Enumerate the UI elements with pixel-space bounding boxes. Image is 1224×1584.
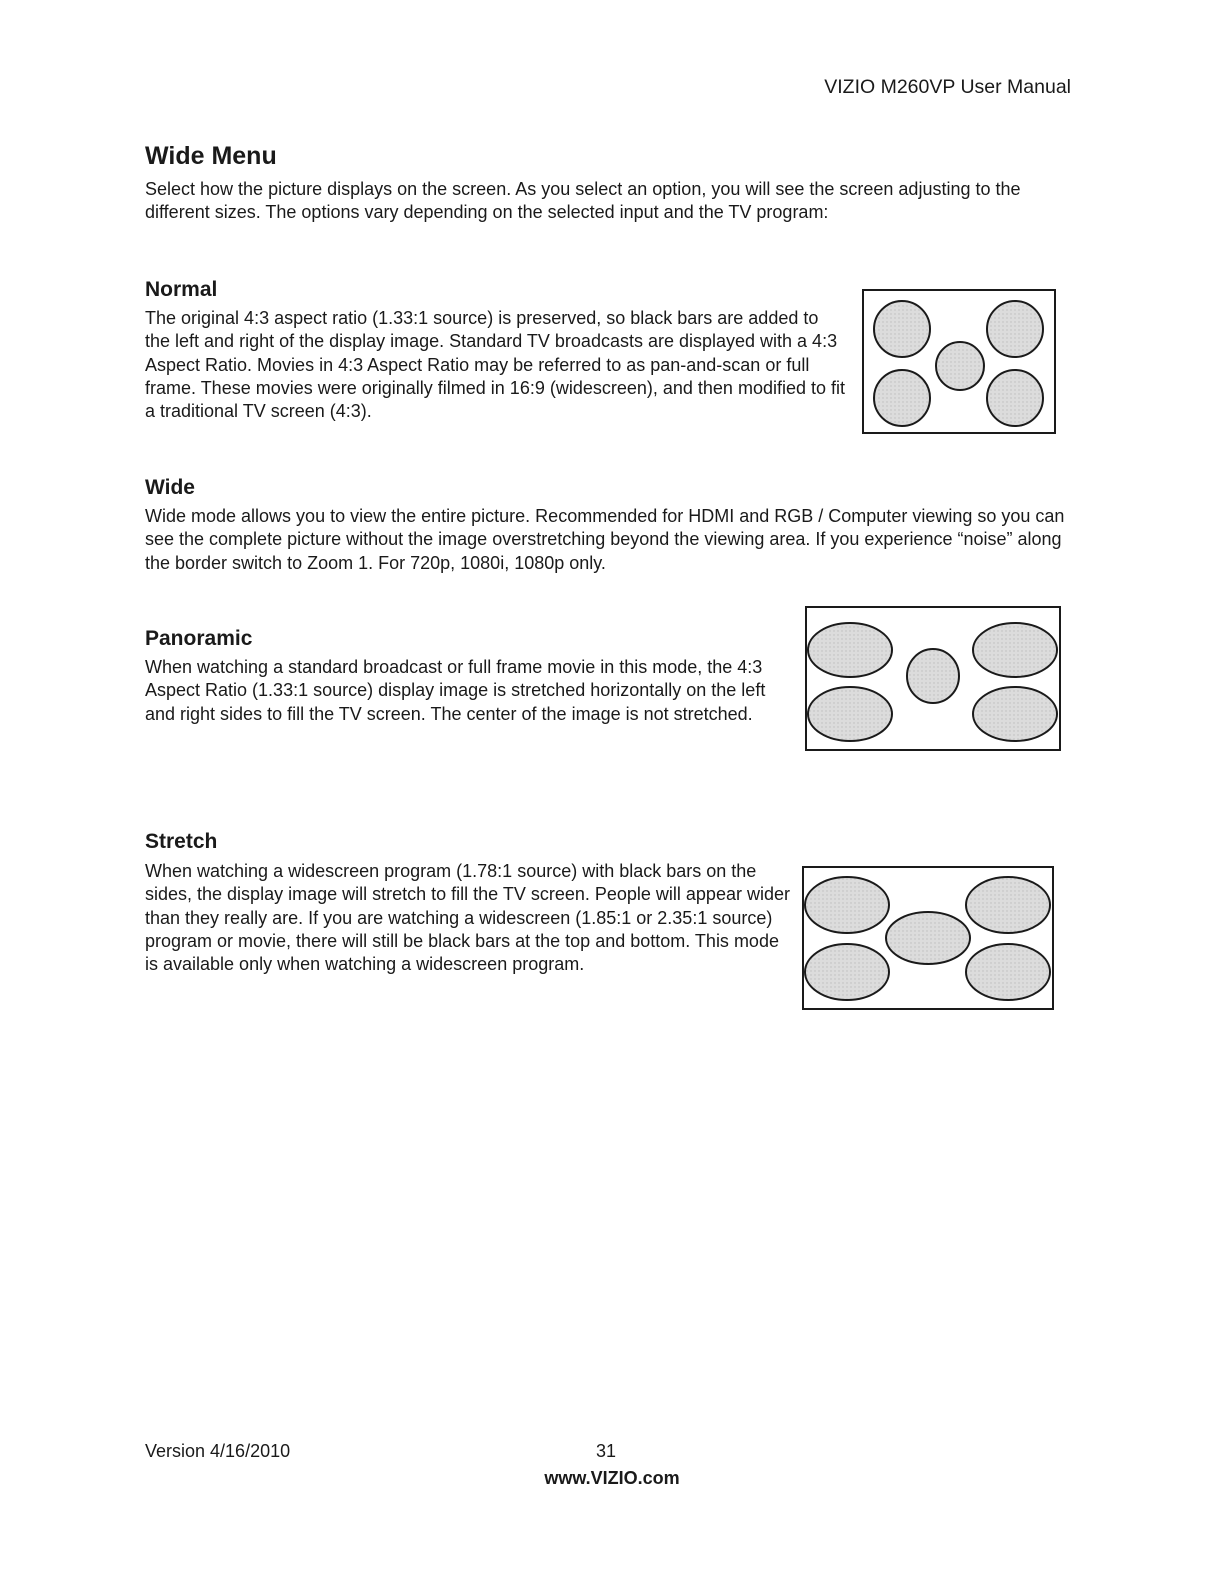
- section-intro: Select how the picture displays on the screen. As you select an option, you will see the screen adjusting to the different sizes. The options vary depending on the selected input and the TV program:: [145, 179, 1021, 223]
- normal-description: The original 4:3 aspect ratio (1.33:1 source) is preserved, so black bars are added to the left and right of the display image. Standard TV broadcasts are displayed with a 4:3 Aspect Ratio. Movies in 4:3 Aspect Ratio may be referred to as pan-and-scan or full frame. These movies were originally filmed in 16:9 (widescreen), and then modified to fit a traditional TV screen (4:3).: [145, 308, 845, 422]
- section-title: Wide Menu: [145, 142, 277, 170]
- normal-heading: Normal: [145, 278, 218, 301]
- panoramic-description: When watching a standard broadcast or full frame movie in this mode, the 4:3 Aspect Ratio (1.33:1 source) display image is stretched horizontally on the left and right sides to fill the TV screen. The center of the image is not stretched.: [145, 657, 766, 724]
- panoramic-ellipse-bottom-right: [973, 687, 1057, 741]
- footer-website-link[interactable]: www.VIZIO.com: [544, 1468, 680, 1488]
- panoramic-heading: Panoramic: [145, 627, 253, 650]
- normal-circle-center: [936, 342, 984, 390]
- stretch-description: When watching a widescreen program (1.78:1 source) with black bars on the sides, the display image will stretch to fill the TV screen. People will appear wider than they really are. If you are watching a widescreen (1.85:1 or 2.35:1 source) program or movie, there will still be black bars at the top and bottom. This mode is available only when watching a widescreen program.: [145, 861, 790, 975]
- panoramic-ellipse-bottom-left: [808, 687, 892, 741]
- stretch-aspect-diagram: [802, 866, 1054, 1010]
- stretch-ellipse-center: [886, 912, 970, 964]
- normal-circle-top-right: [987, 301, 1043, 357]
- stretch-ellipse-bottom-right: [966, 944, 1050, 1000]
- normal-circle-bottom-right: [987, 370, 1043, 426]
- wide-heading: Wide: [145, 476, 195, 499]
- panoramic-ellipse-top-left: [808, 623, 892, 677]
- stretch-ellipse-top-right: [966, 877, 1050, 933]
- footer-version: Version 4/16/2010: [145, 1441, 291, 1461]
- stretch-ellipse-bottom-left: [805, 944, 889, 1000]
- panoramic-circle-center: [907, 649, 959, 703]
- normal-circle-top-left: [874, 301, 930, 357]
- stretch-heading: Stretch: [145, 830, 218, 853]
- panoramic-aspect-diagram: [805, 606, 1061, 751]
- panoramic-ellipse-top-right: [973, 623, 1057, 677]
- normal-circle-bottom-left: [874, 370, 930, 426]
- normal-aspect-diagram: [862, 289, 1056, 434]
- stretch-ellipse-top-left: [805, 877, 889, 933]
- footer-page-number: 31: [596, 1441, 617, 1461]
- document-header-title: VIZIO M260VP User Manual: [824, 76, 1071, 98]
- wide-description: Wide mode allows you to view the entire picture. Recommended for HDMI and RGB / Computer viewing so you can see the complete picture without the image overstretching beyond the viewing area. If you experience “noise” along the border switch to Zoom 1. For 720p, 1080i, 1080p only.: [145, 506, 1065, 573]
